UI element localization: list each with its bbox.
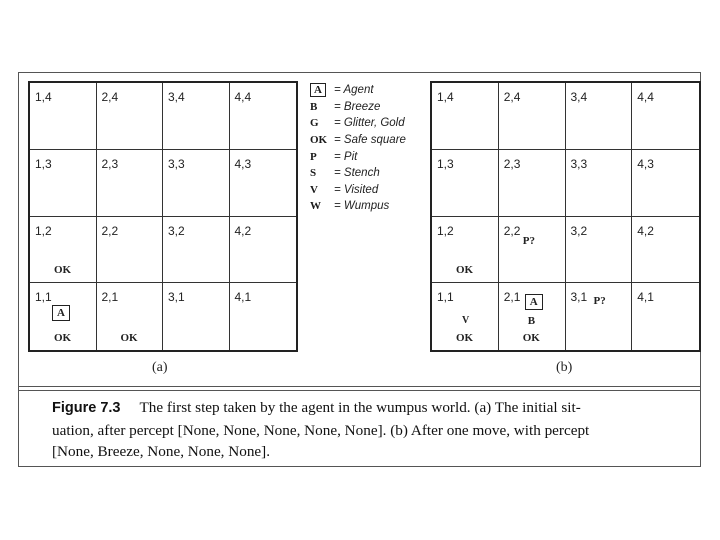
cell-coord: 3,4 <box>168 90 185 104</box>
ok-mark: OK <box>54 332 72 345</box>
legend-item-safe <box>310 132 428 149</box>
cell-3-4 <box>163 83 230 150</box>
ok-mark: OK <box>120 332 138 345</box>
legend-text: = Glitter, Gold <box>334 117 405 130</box>
cell-coord: 2,1 <box>503 290 521 305</box>
legend-item-visited <box>310 182 428 199</box>
cell-4-1 <box>632 283 699 350</box>
subfigure-label-b: (b) <box>556 360 573 375</box>
cell-coord: 3,2 <box>168 223 185 238</box>
cell-coord: 2,2 <box>101 223 119 238</box>
figure-caption <box>52 397 692 463</box>
cell-coord: 2,1 <box>101 290 119 305</box>
cell-coord: 1,1 <box>35 290 52 305</box>
cell-coord: 1,2 <box>437 223 454 238</box>
ok-mark: OK <box>54 263 72 276</box>
subfigure-label-a: (a) <box>152 360 168 375</box>
legend-item-stench <box>310 165 428 182</box>
agent-marker: A <box>52 305 70 321</box>
legend <box>310 82 428 215</box>
ok-mark: OK <box>456 332 474 345</box>
legend-item-wumpus <box>310 198 428 215</box>
cell-coord: 4,2 <box>234 223 252 238</box>
cell-2-4 <box>97 83 164 150</box>
cell-coord: 3,2 <box>570 223 588 238</box>
legend-symbol: B <box>310 100 318 113</box>
pit-question-mark: P? <box>522 234 535 247</box>
cell-coord: 2,3 <box>101 156 119 171</box>
cell-1-2 <box>30 217 97 284</box>
cell-coord: 4,1 <box>637 290 654 305</box>
cell-3-2 <box>163 217 230 284</box>
caption-divider-2 <box>18 390 701 391</box>
cell-coord: 2,4 <box>503 90 521 104</box>
legend-text: = Wumpus <box>334 200 390 213</box>
cell-1-4 <box>432 83 499 150</box>
cell-4-4 <box>230 83 297 150</box>
cell-2-1 <box>97 283 164 350</box>
cell-coord: 4,4 <box>234 90 252 104</box>
cell-2-4 <box>499 83 566 150</box>
legend-symbol: S <box>310 167 317 180</box>
cell-3-4 <box>566 83 633 150</box>
cell-1-4 <box>30 83 97 150</box>
legend-item-agent <box>310 82 428 99</box>
caption-line-1 <box>52 397 692 420</box>
cell-coord: 2,3 <box>503 156 521 171</box>
legend-symbol: V <box>310 183 318 196</box>
cell-coord: 1,3 <box>437 156 454 171</box>
cell-4-4 <box>632 83 699 150</box>
legend-text: = Stench <box>334 167 380 180</box>
legend-symbol: OK <box>310 134 328 147</box>
cell-coord: 4,3 <box>637 156 654 171</box>
cell-4-2 <box>632 217 699 284</box>
cell-coord: 3,1 <box>168 290 185 305</box>
caption-line-3: [None, Breeze, None, None, None]. <box>52 443 271 460</box>
cell-coord: 1,4 <box>437 90 454 104</box>
cell-coord: 4,4 <box>637 90 654 104</box>
cell-3-1 <box>163 283 230 350</box>
cell-4-2 <box>230 217 297 284</box>
legend-text: = Safe square <box>334 134 406 147</box>
cell-coord: 1,2 <box>35 223 52 238</box>
legend-item-pit <box>310 148 428 165</box>
cell-coord: 1,1 <box>437 290 454 305</box>
caption-line-2: uation, after percept [None, None, None, None, None]. (b) After one move, with percept <box>52 421 590 439</box>
cell-1-2 <box>432 217 499 284</box>
ok-mark: OK <box>522 332 540 345</box>
cell-coord: 3,1 <box>570 290 588 305</box>
cell-4-3 <box>632 150 699 217</box>
cell-coord: 4,3 <box>234 156 252 171</box>
agent-marker: A <box>525 294 543 310</box>
cell-coord: 4,1 <box>234 290 252 305</box>
legend-symbol: W <box>310 200 321 213</box>
legend-text: = Pit <box>334 150 358 163</box>
cell-1-3 <box>432 150 499 217</box>
cell-1-1 <box>30 283 97 350</box>
legend-symbol: P <box>310 150 317 163</box>
ok-mark: OK <box>456 263 474 276</box>
pit-question-mark: P? <box>593 295 606 308</box>
cell-coord: 2,2 <box>503 223 521 238</box>
visited-mark: V <box>462 315 470 327</box>
wumpus-grid-b <box>430 81 701 352</box>
legend-symbol: G <box>310 117 319 130</box>
legend-item-breeze <box>310 99 428 116</box>
cell-coord: 4,2 <box>637 223 654 238</box>
legend-symbol: A <box>310 83 326 97</box>
cell-2-2 <box>499 217 566 284</box>
cell-4-3 <box>230 150 297 217</box>
legend-text: = Agent <box>334 84 374 97</box>
cell-coord: 3,3 <box>570 156 588 171</box>
figure-label: Figure 7.3 <box>52 400 121 416</box>
cell-2-1 <box>499 283 566 350</box>
wumpus-grid-a <box>28 81 298 352</box>
cell-3-3 <box>163 150 230 217</box>
breeze-mark: B <box>527 315 536 328</box>
cell-2-3 <box>499 150 566 217</box>
cell-3-3 <box>566 150 633 217</box>
caption-text-1: The first step taken by the agent in the wumpus world. (a) The initial sit- <box>139 399 581 416</box>
cell-coord: 3,4 <box>570 90 588 104</box>
cell-3-2 <box>566 217 633 284</box>
cell-coord: 1,4 <box>35 90 52 104</box>
cell-coord: 2,4 <box>101 90 119 104</box>
cell-1-3 <box>30 150 97 217</box>
cell-2-2 <box>97 217 164 284</box>
cell-1-1 <box>432 283 499 350</box>
legend-text: = Breeze <box>334 100 381 113</box>
cell-coord: 1,3 <box>35 156 52 171</box>
cell-coord: 3,3 <box>168 156 185 171</box>
cell-4-1 <box>230 283 297 350</box>
cell-3-1 <box>566 283 633 350</box>
cell-2-3 <box>97 150 164 217</box>
legend-text: = Visited <box>334 183 379 196</box>
caption-divider <box>18 386 701 387</box>
legend-item-glitter <box>310 115 428 132</box>
